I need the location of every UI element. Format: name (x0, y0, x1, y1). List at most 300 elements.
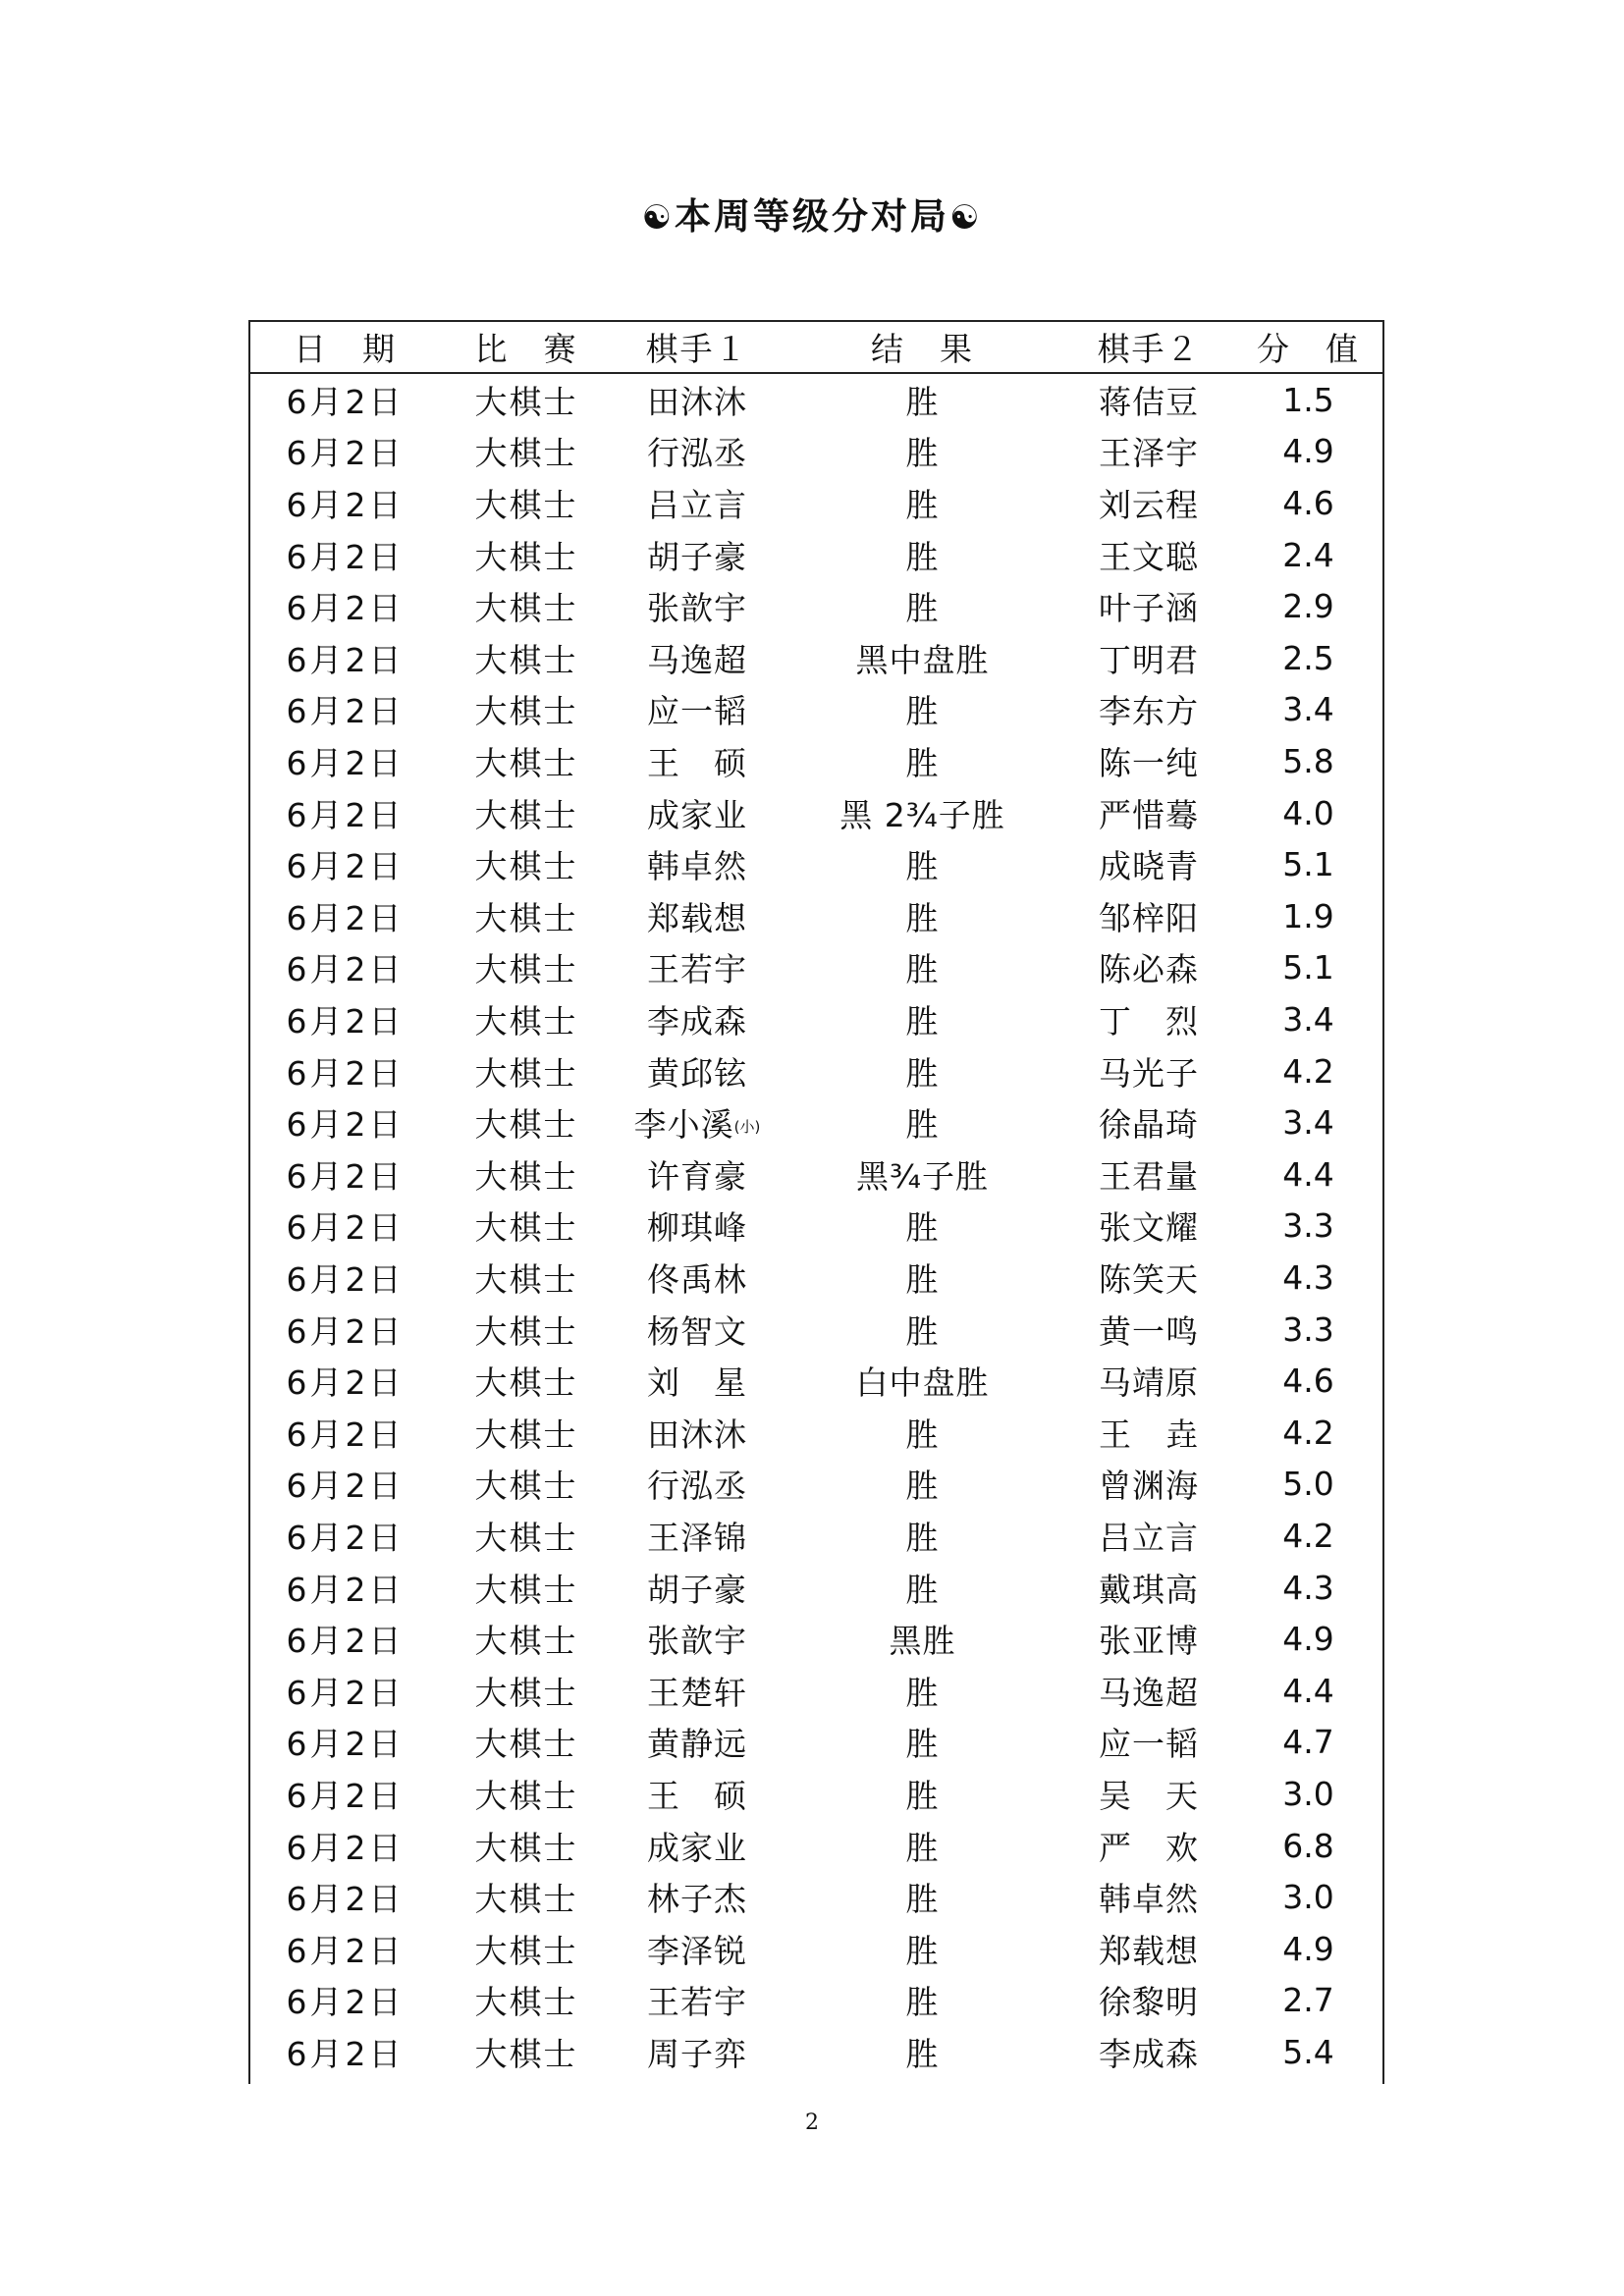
cell-player1-text: 黄邱铉 (647, 1053, 747, 1093)
cell-date (250, 2026, 440, 2078)
games-table (248, 320, 1384, 2084)
cell-player1-text: 胡子豪 (647, 1570, 747, 1609)
table-row (250, 1923, 1382, 1975)
cell-player1-text: 林子杰 (647, 1880, 747, 1919)
cell-date (250, 1252, 440, 1304)
cell-match (440, 890, 613, 942)
table-row (250, 1355, 1382, 1407)
cell-date (250, 1768, 440, 1820)
table-row (250, 1717, 1382, 1769)
cell-date (250, 1613, 440, 1665)
cell-date (250, 529, 440, 581)
cell-result (782, 1562, 1063, 1614)
table-row (250, 1407, 1382, 1459)
cell-player2 (1063, 426, 1234, 478)
cell-date-text: 6月2日 (286, 1156, 405, 1196)
cell-match-text: 大棋士 (474, 692, 578, 731)
cell-player1 (613, 1562, 782, 1614)
cell-player1-text: 王若宇 (647, 950, 747, 989)
cell-player2-text: 戴琪高 (1099, 1570, 1199, 1609)
cell-player2-text: 叶子涵 (1099, 589, 1199, 628)
page-title-text: 本周等级分对局 (675, 195, 949, 238)
cell-date-text: 6月2日 (286, 1518, 405, 1557)
cell-date-text: 6月2日 (286, 1931, 405, 1970)
cell-result-text: 胜 (905, 1931, 940, 1970)
cell-player2-text: 应一韬 (1099, 1725, 1199, 1764)
cell-player2-text: 马靖原 (1099, 1363, 1199, 1403)
cell-player1 (613, 580, 782, 632)
cell-match-text: 大棋士 (474, 537, 578, 576)
cell-player2-text: 王 垚 (1099, 1415, 1199, 1454)
cell-match-text: 大棋士 (474, 640, 578, 679)
cell-player1-text: 吕立言 (647, 485, 747, 524)
cell-player1-text: 张歆宇 (647, 1622, 747, 1661)
cell-player2-text: 严 欢 (1099, 1828, 1199, 1867)
cell-player2 (1063, 1871, 1234, 1923)
cell-result-text: 胜 (905, 1725, 940, 1764)
cell-player1-text: 应一韬 (647, 692, 747, 731)
cell-date (250, 1045, 440, 1097)
cell-player2 (1063, 1304, 1234, 1356)
table-row (250, 1096, 1382, 1148)
header-player2: 棋手２ (1097, 330, 1201, 368)
cell-result (782, 1407, 1063, 1459)
cell-match-text: 大棋士 (474, 1415, 578, 1454)
cell-player1 (613, 1304, 782, 1356)
cell-player2 (1063, 1717, 1234, 1769)
cell-result-text: 黑¾子胜 (856, 1156, 989, 1196)
cell-match-text: 大棋士 (474, 1053, 578, 1093)
cell-player1-text: 田沐沐 (647, 382, 747, 421)
cell-score (1234, 1613, 1382, 1665)
cell-date-text: 6月2日 (286, 1880, 405, 1919)
cell-result-text: 胜 (905, 1105, 940, 1145)
cell-match-text: 大棋士 (474, 1828, 578, 1867)
cell-result-text: 胜 (905, 1467, 940, 1506)
cell-match (440, 632, 613, 684)
cell-result-text: 胜 (905, 1518, 940, 1557)
cell-match (440, 735, 613, 787)
cell-score (1234, 580, 1382, 632)
cell-date-text: 6月2日 (286, 743, 405, 782)
cell-result (782, 942, 1063, 994)
cell-player2 (1063, 1045, 1234, 1097)
cell-score-text: 4.4 (1282, 1154, 1334, 1194)
cell-player2-text: 王君量 (1099, 1156, 1199, 1196)
cell-player1 (613, 1045, 782, 1097)
cell-player1 (613, 1510, 782, 1562)
cell-result-text: 胜 (905, 950, 940, 989)
cell-date (250, 1871, 440, 1923)
cell-result (782, 684, 1063, 736)
cell-date-text: 6月2日 (286, 1467, 405, 1506)
cell-result-text: 黑中盘胜 (855, 640, 990, 679)
cell-match (440, 477, 613, 529)
cell-score (1234, 1871, 1382, 1923)
cell-score (1234, 1562, 1382, 1614)
cell-player2-text: 曾渊海 (1099, 1467, 1199, 1506)
cell-date-text: 6月2日 (286, 1415, 405, 1454)
table-row (250, 1871, 1382, 1923)
cell-match-text: 大棋士 (474, 382, 578, 421)
cell-player1 (613, 993, 782, 1045)
cell-date-text: 6月2日 (286, 1776, 405, 1815)
cell-date (250, 1820, 440, 1872)
cell-score (1234, 1096, 1382, 1148)
cell-match (440, 684, 613, 736)
cell-result-text: 白中盘胜 (855, 1363, 990, 1403)
cell-date-text: 6月2日 (286, 1105, 405, 1145)
cell-score (1234, 374, 1382, 426)
cell-date-text: 6月2日 (286, 382, 405, 421)
cell-player2 (1063, 374, 1234, 426)
table-row (250, 993, 1382, 1045)
cell-player1-text: 田沐沐 (647, 1415, 747, 1454)
cell-score (1234, 2026, 1382, 2078)
cell-score (1234, 684, 1382, 736)
cell-date (250, 1148, 440, 1201)
cell-player2-text: 黄一鸣 (1099, 1311, 1199, 1351)
cell-score (1234, 787, 1382, 839)
cell-date-text: 6月2日 (286, 589, 405, 628)
cell-result-text: 胜 (905, 1259, 940, 1299)
cell-result (782, 1613, 1063, 1665)
cell-score-text: 3.3 (1282, 1309, 1334, 1349)
cell-score (1234, 1923, 1382, 1975)
cell-player2-text: 陈一纯 (1099, 743, 1199, 782)
cell-date-text: 6月2日 (286, 1053, 405, 1093)
cell-player2-text: 马光子 (1099, 1053, 1199, 1093)
cell-player2 (1063, 1665, 1234, 1717)
cell-result (782, 993, 1063, 1045)
cell-score-text: 6.8 (1282, 1826, 1334, 1865)
cell-player1 (613, 1355, 782, 1407)
cell-result-text: 胜 (905, 1001, 940, 1041)
yin-yang-icon: ☯ (641, 198, 675, 238)
cell-match (440, 1201, 613, 1253)
cell-score-text: 3.4 (1282, 999, 1334, 1039)
cell-match (440, 1304, 613, 1356)
cell-date-text: 6月2日 (286, 1001, 405, 1041)
cell-player2-text: 李东方 (1099, 692, 1199, 731)
cell-player2 (1063, 787, 1234, 839)
table-row (250, 838, 1382, 890)
table-row (250, 1613, 1382, 1665)
cell-player2 (1063, 1975, 1234, 2027)
cell-score (1234, 838, 1382, 890)
cell-match-text: 大棋士 (474, 1776, 578, 1815)
cell-player1-text: 李成森 (647, 1001, 747, 1041)
table-row (250, 580, 1382, 632)
cell-date (250, 942, 440, 994)
cell-score (1234, 632, 1382, 684)
cell-score (1234, 1148, 1382, 1201)
cell-score (1234, 1768, 1382, 1820)
table-header-row (250, 320, 1382, 374)
cell-result-text: 胜 (905, 382, 940, 421)
cell-result-text: 胜 (905, 1570, 940, 1609)
cell-result-text: 胜 (905, 589, 940, 628)
cell-date (250, 1407, 440, 1459)
cell-result (782, 1665, 1063, 1717)
cell-player2 (1063, 1820, 1234, 1872)
cell-player2-text: 陈笑天 (1099, 1259, 1199, 1299)
cell-result (782, 1252, 1063, 1304)
table-row (250, 890, 1382, 942)
cell-player1 (613, 1201, 782, 1253)
cell-match-text: 大棋士 (474, 847, 578, 886)
cell-score-text: 4.6 (1282, 483, 1334, 522)
cell-result-text: 胜 (905, 1828, 940, 1867)
cell-score-text: 5.1 (1282, 845, 1334, 884)
cell-player2 (1063, 1923, 1234, 1975)
table-row (250, 1768, 1382, 1820)
cell-player1 (613, 1923, 782, 1975)
cell-player1-text: 佟禹林 (647, 1259, 747, 1299)
cell-score-text: 4.0 (1282, 793, 1334, 832)
cell-score (1234, 993, 1382, 1045)
cell-date-text: 6月2日 (286, 950, 405, 989)
cell-match (440, 1665, 613, 1717)
cell-score (1234, 1045, 1382, 1097)
cell-player2-text: 王文聪 (1099, 537, 1199, 576)
cell-player1 (613, 1096, 782, 1148)
cell-match-text: 大棋士 (474, 743, 578, 782)
cell-date (250, 1459, 440, 1511)
cell-match-text: 大棋士 (474, 1931, 578, 1970)
cell-score-text: 4.9 (1282, 1620, 1334, 1659)
cell-score-text: 4.3 (1282, 1568, 1334, 1607)
cell-result (782, 632, 1063, 684)
table-row (250, 1148, 1382, 1201)
cell-player1 (613, 1820, 782, 1872)
cell-match-text: 大棋士 (474, 1259, 578, 1299)
cell-match-text: 大棋士 (474, 589, 578, 628)
cell-score-text: 2.4 (1282, 535, 1334, 574)
cell-player1-text: 杨智文 (647, 1311, 747, 1351)
cell-result (782, 1201, 1063, 1253)
cell-result (782, 1148, 1063, 1201)
cell-score (1234, 1201, 1382, 1253)
cell-player2 (1063, 1201, 1234, 1253)
cell-result (782, 1096, 1063, 1148)
cell-player2 (1063, 838, 1234, 890)
cell-match (440, 426, 613, 478)
cell-result (782, 1459, 1063, 1511)
cell-match-text: 大棋士 (474, 1518, 578, 1557)
cell-score (1234, 1304, 1382, 1356)
cell-result-text: 胜 (905, 1311, 940, 1351)
cell-player2 (1063, 477, 1234, 529)
cell-score (1234, 529, 1382, 581)
cell-score-text: 5.4 (1282, 2032, 1334, 2071)
cell-match-text: 大棋士 (474, 485, 578, 524)
cell-player2 (1063, 1407, 1234, 1459)
cell-player1 (613, 1871, 782, 1923)
cell-player1 (613, 374, 782, 426)
cell-match (440, 1923, 613, 1975)
cell-player2-text: 郑载想 (1099, 1931, 1199, 1970)
cell-score-text: 5.8 (1282, 741, 1334, 780)
cell-player1 (613, 735, 782, 787)
cell-score (1234, 1355, 1382, 1407)
cell-date (250, 1975, 440, 2027)
cell-player1-text: 王 硕 (647, 743, 747, 782)
header-match: 比 赛 (474, 330, 578, 368)
header-result: 结 果 (871, 330, 974, 368)
cell-score (1234, 1510, 1382, 1562)
table-row (250, 1201, 1382, 1253)
cell-player2-text: 徐晶琦 (1099, 1105, 1199, 1145)
cell-player1-text: 张歆宇 (647, 589, 747, 628)
cell-date (250, 1562, 440, 1614)
cell-match-text: 大棋士 (474, 795, 578, 834)
cell-result-text: 胜 (905, 2034, 940, 2073)
cell-player2-text: 蒋佶豆 (1099, 382, 1199, 421)
cell-result (782, 890, 1063, 942)
cell-score (1234, 942, 1382, 994)
cell-player1 (613, 1768, 782, 1820)
table-row (250, 2026, 1382, 2078)
cell-score-text: 4.6 (1282, 1362, 1334, 1401)
cell-score-text: 4.2 (1282, 1051, 1334, 1091)
cell-player1-text: 胡子豪 (647, 537, 747, 576)
page-number: 2 (805, 2110, 819, 2135)
cell-score (1234, 735, 1382, 787)
cell-result (782, 1923, 1063, 1975)
cell-player2 (1063, 735, 1234, 787)
cell-match (440, 1613, 613, 1665)
cell-match (440, 1975, 613, 2027)
cell-result (782, 1355, 1063, 1407)
cell-player2-text: 吴 天 (1099, 1776, 1199, 1815)
cell-result (782, 1717, 1063, 1769)
cell-date-text: 6月2日 (286, 1363, 405, 1403)
cell-date-text: 6月2日 (286, 2034, 405, 2073)
cell-date-text: 6月2日 (286, 795, 405, 834)
cell-player1 (613, 1148, 782, 1201)
table-row (250, 374, 1382, 426)
cell-player1-text: 行泓丞 (647, 434, 747, 473)
cell-result (782, 1768, 1063, 1820)
cell-match (440, 1820, 613, 1872)
cell-date (250, 684, 440, 736)
cell-score-text: 4.2 (1282, 1516, 1334, 1555)
cell-match-text: 大棋士 (474, 1725, 578, 1764)
cell-result-text: 胜 (905, 898, 940, 937)
cell-score (1234, 1252, 1382, 1304)
cell-date (250, 1665, 440, 1717)
cell-match (440, 1562, 613, 1614)
cell-player1-text: 王楚轩 (647, 1673, 747, 1712)
table-row (250, 787, 1382, 839)
cell-date-text: 6月2日 (286, 537, 405, 576)
cell-date-text: 6月2日 (286, 847, 405, 886)
cell-match (440, 787, 613, 839)
cell-player1-text: 王泽锦 (647, 1518, 747, 1557)
cell-result-text: 胜 (905, 1208, 940, 1248)
cell-date (250, 374, 440, 426)
cell-result-text: 胜 (905, 537, 940, 576)
cell-score-text: 3.0 (1282, 1774, 1334, 1813)
cell-date-text: 6月2日 (286, 692, 405, 731)
cell-result-text: 胜 (905, 1415, 940, 1454)
cell-player2 (1063, 993, 1234, 1045)
cell-result (782, 1820, 1063, 1872)
cell-result-text: 胜 (905, 434, 940, 473)
cell-player1 (613, 477, 782, 529)
cell-player2-text: 张亚博 (1099, 1622, 1199, 1661)
cell-result (782, 374, 1063, 426)
cell-result-text: 胜 (905, 1983, 940, 2022)
cell-match-text: 大棋士 (474, 2034, 578, 2073)
cell-result (782, 735, 1063, 787)
cell-player2 (1063, 684, 1234, 736)
cell-player2 (1063, 632, 1234, 684)
table-row (250, 477, 1382, 529)
cell-match (440, 1148, 613, 1201)
table-row (250, 1304, 1382, 1356)
cell-date (250, 838, 440, 890)
cell-date (250, 426, 440, 478)
cell-result-text: 黑 2¾子胜 (839, 795, 1005, 834)
table-row (250, 529, 1382, 581)
table-row (250, 1252, 1382, 1304)
cell-player1 (613, 787, 782, 839)
cell-match-text: 大棋士 (474, 1622, 578, 1661)
cell-result-text: 胜 (905, 1673, 940, 1712)
cell-player1 (613, 632, 782, 684)
cell-date-text: 6月2日 (286, 1673, 405, 1712)
cell-match (440, 838, 613, 890)
cell-result (782, 1304, 1063, 1356)
cell-player2-text: 丁明君 (1099, 640, 1199, 679)
cell-result (782, 580, 1063, 632)
cell-score (1234, 1459, 1382, 1511)
cell-match-text: 大棋士 (474, 1570, 578, 1609)
cell-result-text: 胜 (905, 485, 940, 524)
cell-player2-text: 吕立言 (1099, 1518, 1199, 1557)
cell-score-text: 1.5 (1282, 380, 1334, 419)
cell-score-text: 3.3 (1282, 1206, 1334, 1246)
cell-player1-text: 李泽锐 (647, 1931, 747, 1970)
cell-match (440, 1045, 613, 1097)
cell-player1-text: 王 硕 (647, 1776, 747, 1815)
cell-date (250, 1304, 440, 1356)
cell-date (250, 1717, 440, 1769)
cell-player1-text: 行泓丞 (647, 1467, 747, 1506)
cell-result-text: 胜 (905, 1053, 940, 1093)
cell-match (440, 942, 613, 994)
cell-date (250, 890, 440, 942)
cell-player2-text: 邹梓阳 (1099, 898, 1199, 937)
cell-match-text: 大棋士 (474, 1880, 578, 1919)
cell-player1 (613, 1975, 782, 2027)
cell-player2 (1063, 1148, 1234, 1201)
cell-score (1234, 1665, 1382, 1717)
cell-player1-text: 马逸超 (647, 640, 747, 679)
cell-player2 (1063, 1252, 1234, 1304)
player1-note: (小) (733, 1117, 761, 1136)
cell-player1-text: 黄静远 (647, 1725, 747, 1764)
cell-match (440, 1768, 613, 1820)
cell-player2-text: 丁 烈 (1099, 1001, 1199, 1041)
cell-player2-text: 王泽宇 (1099, 434, 1199, 473)
cell-date-text: 6月2日 (286, 1983, 405, 2022)
cell-match-text: 大棋士 (474, 1673, 578, 1712)
table-row (250, 684, 1382, 736)
table-row (250, 1562, 1382, 1614)
